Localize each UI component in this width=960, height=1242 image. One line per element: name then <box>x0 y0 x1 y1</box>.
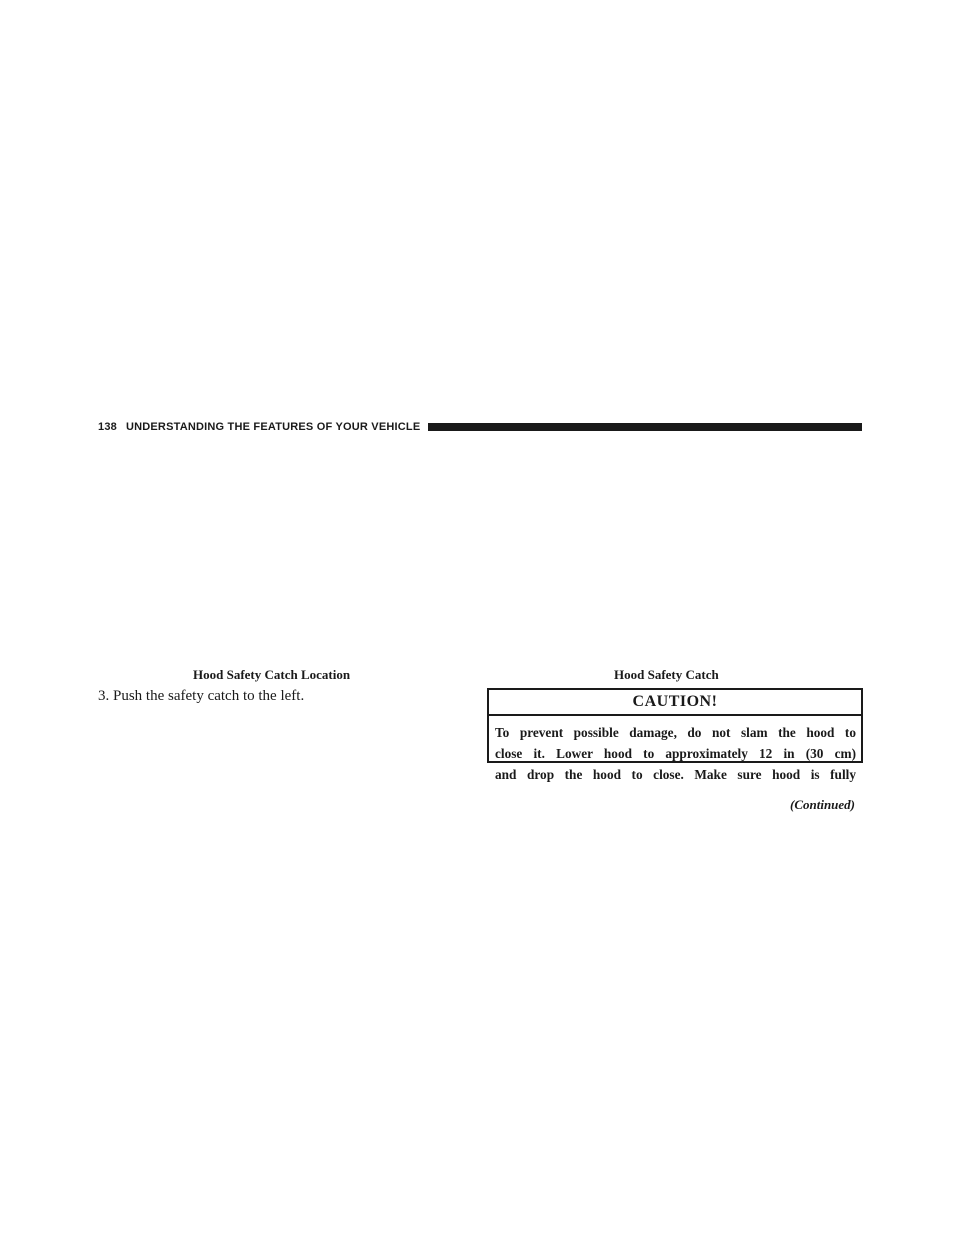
caution-line: and drop the hood to close. Make sure hood is fully <box>495 767 856 782</box>
section-title: UNDERSTANDING THE FEATURES OF YOUR VEHICLE <box>125 421 421 433</box>
step-text: 3. Push the safety catch to the left. <box>98 688 305 704</box>
page-number: 138 <box>98 421 117 433</box>
caution-line: close it. Lower hood to approximately 12 in (30 cm) <box>495 746 856 761</box>
figure-caption-hood-safety-catch-location: Hood Safety Catch Location <box>193 667 351 682</box>
caution-title: CAUTION! <box>489 690 861 716</box>
figure-caption-hood-safety-catch: Hood Safety Catch <box>614 667 719 682</box>
caution-body <box>489 716 861 785</box>
page-header <box>98 418 862 436</box>
continued-label: (Continued) <box>790 797 856 812</box>
caution-line: To prevent possible damage, do not slam the hood to <box>495 725 856 740</box>
header-rule <box>428 423 862 431</box>
caution-box <box>487 688 863 782</box>
